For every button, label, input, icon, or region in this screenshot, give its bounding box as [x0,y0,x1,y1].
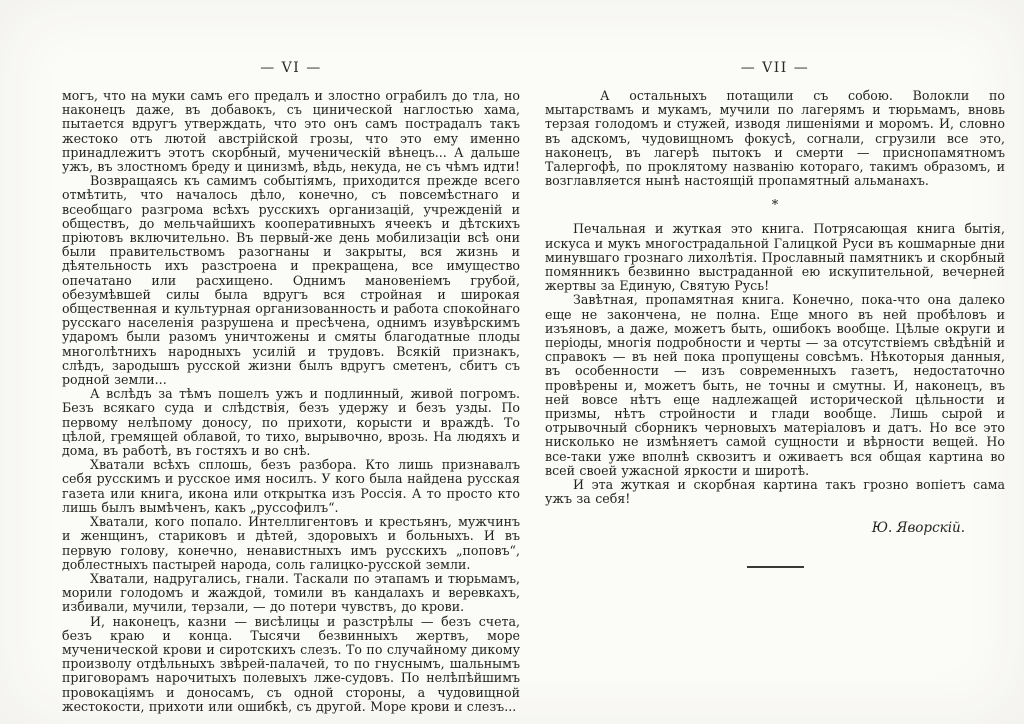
page-number-right: — VII — [740,60,810,76]
page-vi-text [62,89,520,714]
page-vi [62,60,520,714]
section-separator-star: * [771,198,779,214]
paragraph: Хватали всѣхъ сплошь, безъ разбора. Кто лишь признавалъ себя русскимъ и русское имя носилъ. У кого была найдена русская газета или книга, икона или открытка изъ Россія. А то просто кто лишь былъ вымѣченъ, какъ „руссофилъ“. [62,457,520,515]
paragraph: Печальная и жуткая это книга. Потрясающая книга бытія, искуса и мукъ многострадальной Галицкой Руси въ кошмарные дни минувшаго грознаго лихолѣтія. Прославный памятникъ и скорбный помянникъ безвинно выстраданной ею искупительной, вечерней жертвы за Единую, Святую Русь! [545,221,1005,294]
page-vii [545,60,1005,568]
paragraph: А вслѣдъ за тѣмъ пошелъ ужъ и подлинный, живой погромъ. Безъ всякаго суда и слѣдствія, безъ удержу и безъ узды. По первому нелѣпому доносу, по прихоти, корысти и враждѣ. То цѣлой, гремящей облавой, то тихо, вырывочно, врозь. На людяхъ и дома, въ работѣ, въ гостяхъ и во снѣ. [62,386,520,459]
paragraph: А остальныхъ потащили съ собою. Волокли по мытарствамъ и мукамъ, мучили по лагерямъ и тюрьмамъ, вновь терзая голодомъ и стужей, изводя лишеніями и моромъ. И, словно въ адскомъ, чудовищномъ фокусѣ, согнали, сгрузили все это, наконецъ, въ лагерѣ пытокъ и смерти — приснопамятномъ Талергофѣ, по проклятому названію котораго, такимъ образомъ, и возглавляется нынѣ настоящій пропамятный альманахъ. [545,88,1005,189]
end-rule [747,566,804,568]
paragraph: могъ, что на муки самъ его предалъ и злостно ограбилъ до тла, но наконецъ даже, въ добавокъ, съ цинической наглостью хама, пытается вдругъ утверждать, что это онъ самъ пострадалъ такъ жестоко отъ лютой австрійской грозы, что это ему именно принадлежитъ этотъ скорбный, мученическій вѣнецъ... А дальше ужъ, въ злостномъ бреду и цинизмѣ, вѣдь, некуда, не съ чѣмъ идти! [62,88,520,175]
paragraph: И, наконецъ, казни — висѣлицы и разстрѣлы — безъ счета, безъ краю и конца. Тысячи безвинныхъ жертвъ, море мученической крови и сиротскихъ слезъ. То по случайному дикому произволу отдѣльныхъ звѣрей-палачей, то по гнуснымъ, шальнымъ приговорамъ нарочитыхъ полевыхъ лже-судовъ. По нелѣпѣйшимъ провокаціямъ и доносамъ, съ одной стороны, а чудовищной жестокости, прихоти или ошибкѣ, съ другой. Море крови и слезъ... [62,613,520,714]
paragraph: И эта жуткая и скорбная картина такъ грозно вопіетъ сама ужъ за себя! [545,477,1005,507]
page-number-left: — VI — [260,60,322,76]
paragraph: Хватали, кого попало. Интеллигентовъ и крестьянъ, мужчинъ и женщинъ, стариковъ и дѣтей, здоровыхъ и больныхъ. И въ первую голову, конечно, ненавистныхъ имъ русскихъ „поповъ“, доблестныхъ пастырей народа, соль галицко-русской земли. [62,514,520,572]
paragraph: Завѣтная, пропамятная книга. Конечно, пока-что она далеко еще не закончена, не полна. Еще много въ ней пробѣловъ и изъяновъ, а даже, можетъ быть, ошибокъ вообще. Цѣлые округи и періоды, многія подробности и черты — за отсутствіемъ свѣдѣній и справокъ — въ ней пока пропущены совсѣмъ. Нѣкоторыя данныя, въ особенности — изъ современныхъ газетъ, недостаточно провѣрены и, можетъ быть, не точны и смутны. И, наконецъ, въ ней вовсе нѣтъ еще надлежащей исторической цѣльности и призмы, нѣтъ стройности и глади вообще. Лишь сырой и отрывочный сборникъ черновыхъ матеріаловъ и датъ. Но все это нисколько не измѣняетъ самой сущности и вѣрности вещей. Но все-таки уже вполнѣ сквозитъ и оживаетъ вся общая картина во всей своей ужасной яркости и широтѣ. [545,292,1005,478]
paragraph: Возвращаясь къ самимъ событіямъ, приходится прежде всего отмѣтить, что началось дѣло, конечно, съ повсемѣстнаго и всеобщаго разгрома всѣхъ русскихъ организацій, учрежденій и обществъ, до мельчайшихъ кооперативныхъ ячеекъ и дѣтскихъ пріютовъ включительно. Въ первый-же день мобилизаціи всѣ они были правительствомъ разогнаны и закрыты, вся жизнь и дѣятельность ихъ разстроена и прекращена, все имущество опечатано или расхищено. Однимъ мановеніемъ грубой, обезумѣвшей силы была вдругъ вся стройная и широкая общественная и культурная организованность и работа спокойнаго русскаго населенія разрушена и пресѣчена, однимъ изувѣрскимъ ударомъ были разомъ уничтожены и смяты благодатные плоды многолѣтнихъ народныхъ усилій и трудовъ. Всякій признакъ, слѣдъ, зародышъ русской жизни былъ вдругъ сметенъ, сбитъ съ родной земли... [62,173,520,388]
author-signature: Ю. Яворскій. [871,520,965,537]
paragraph: Хватали, надругались, гнали. Таскали по этапамъ и тюрьмамъ, морили голодомъ и жаждой, томили въ кандалахъ и веревкахъ, избивали, мучили, терзали, — до потери чувствъ, до крови. [62,570,520,615]
page-vii-text [545,89,1005,568]
